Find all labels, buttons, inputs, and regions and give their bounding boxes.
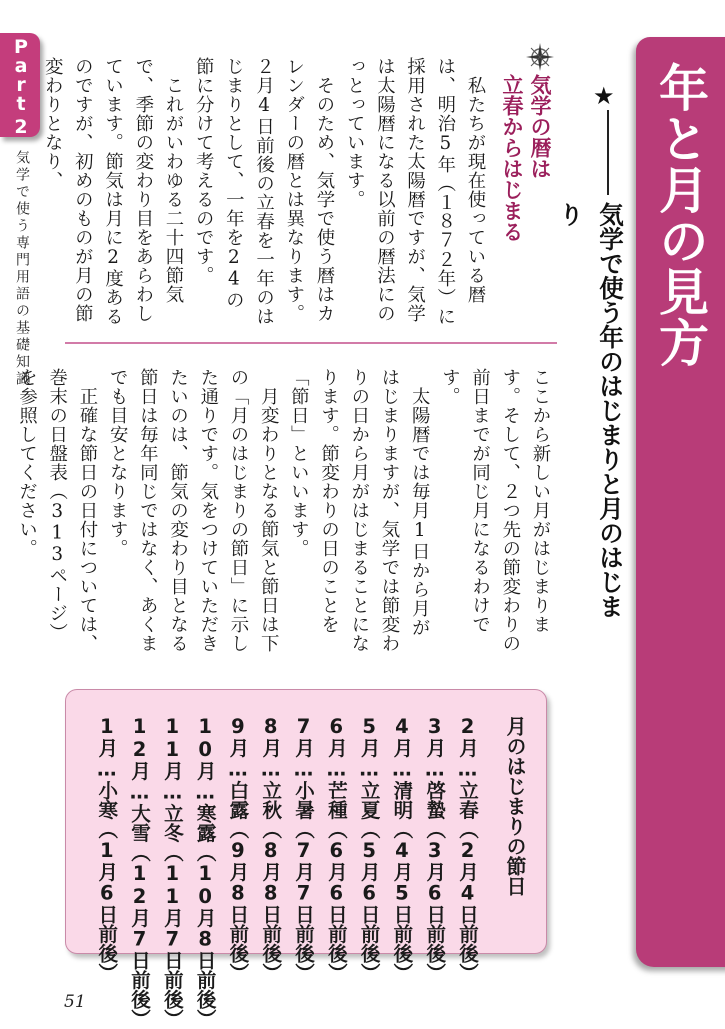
paragraph: そのため、気学で使う暦はカレンダーの暦とは異なります。２月4日前後の立春を一年のはじまりとして、一年を24の節に分けて考えるのです。	[193, 57, 335, 326]
paragraph: 太陽暦では毎月1日から月がはじまりますが、気学では節変わりの日から月がはじまることになります。節変わりの日のことを「節日」といいます。	[288, 368, 431, 653]
list-item: 4月…清明（4月5日前後）	[390, 715, 414, 983]
section-heading-line1: 気学の暦は	[528, 74, 552, 179]
list-item: 10月…寒露（10月8日前後）	[193, 715, 217, 1029]
paragraph: 私たちが現在使っている暦は、明治5年（１８７２年）に採用された太陽暦ですが、気学は太陽暦になる以前の暦法にのっとっています。	[344, 57, 486, 326]
star-icon: ★	[593, 82, 615, 110]
list-item: 3月…啓蟄（3月6日前後）	[423, 715, 447, 983]
list-item: 7月…小暑（7月7日前後）	[292, 715, 316, 983]
page-number: 51	[64, 992, 86, 1012]
subtitle-block	[556, 82, 630, 642]
body-text-upper	[42, 57, 490, 327]
section-heading-line2: 立春からはじまる	[500, 74, 524, 242]
part-label-char: a	[14, 55, 28, 77]
chapter-title: 気学で使う専門用語の基礎知識	[14, 150, 30, 388]
part-label-char: P	[14, 36, 28, 58]
paragraph: ここから新しい月がはじまります。そして、２つ先の節変わりの前日までが同じ月になるわけです。	[439, 368, 551, 653]
box-title: 月のはじまりの節日	[503, 716, 527, 896]
section-heading	[498, 74, 554, 274]
page-subtitle: 気学で使う年のはじまりと月のはじまり	[556, 202, 625, 619]
list-item: 11月…立冬（11月7日前後）	[160, 715, 184, 1029]
node-days-list	[88, 715, 483, 1029]
subtitle-rule	[607, 110, 609, 195]
compass-rose-icon	[525, 42, 555, 72]
paragraph: 正確な節日の日付については、巻末の日盤表（313ページ）を参照してください。	[16, 368, 98, 653]
body-text-lower	[16, 368, 555, 653]
part-label-char: 2	[14, 116, 28, 138]
section-divider	[65, 342, 557, 344]
list-item: 12月…大雪（12月7日前後）	[128, 715, 152, 1029]
page-title: 年と月の見方	[651, 62, 709, 368]
list-item: 6月…芒種（6月6日前後）	[324, 715, 348, 983]
part-label-char: r	[16, 74, 26, 96]
list-item: 8月…立秋（8月8日前後）	[259, 715, 283, 983]
paragraph: これがいわゆる二十四節気で、季節の変わり目をあらわしています。節気は月に2度あるのですが、初めのものが月の節変わりとなり、	[42, 57, 184, 326]
list-item: 1月…小寒（1月6日前後）	[95, 715, 119, 983]
part-label-char: t	[16, 93, 26, 115]
list-item: 2月…立春（2月4日前後）	[456, 715, 479, 983]
paragraph: 月変わりとなる節気と節日は下の「月のはじまりの節日」に示した通りです。気をつけていただきたいのは、節気の変わり目となる節日は毎年同じではなく、あくまでも目安となります。	[107, 368, 280, 653]
list-item: 5月…立夏（5月6日前後）	[357, 715, 381, 983]
list-item: 9月…白露（9月8日前後）	[226, 715, 250, 983]
part-label	[8, 38, 34, 137]
